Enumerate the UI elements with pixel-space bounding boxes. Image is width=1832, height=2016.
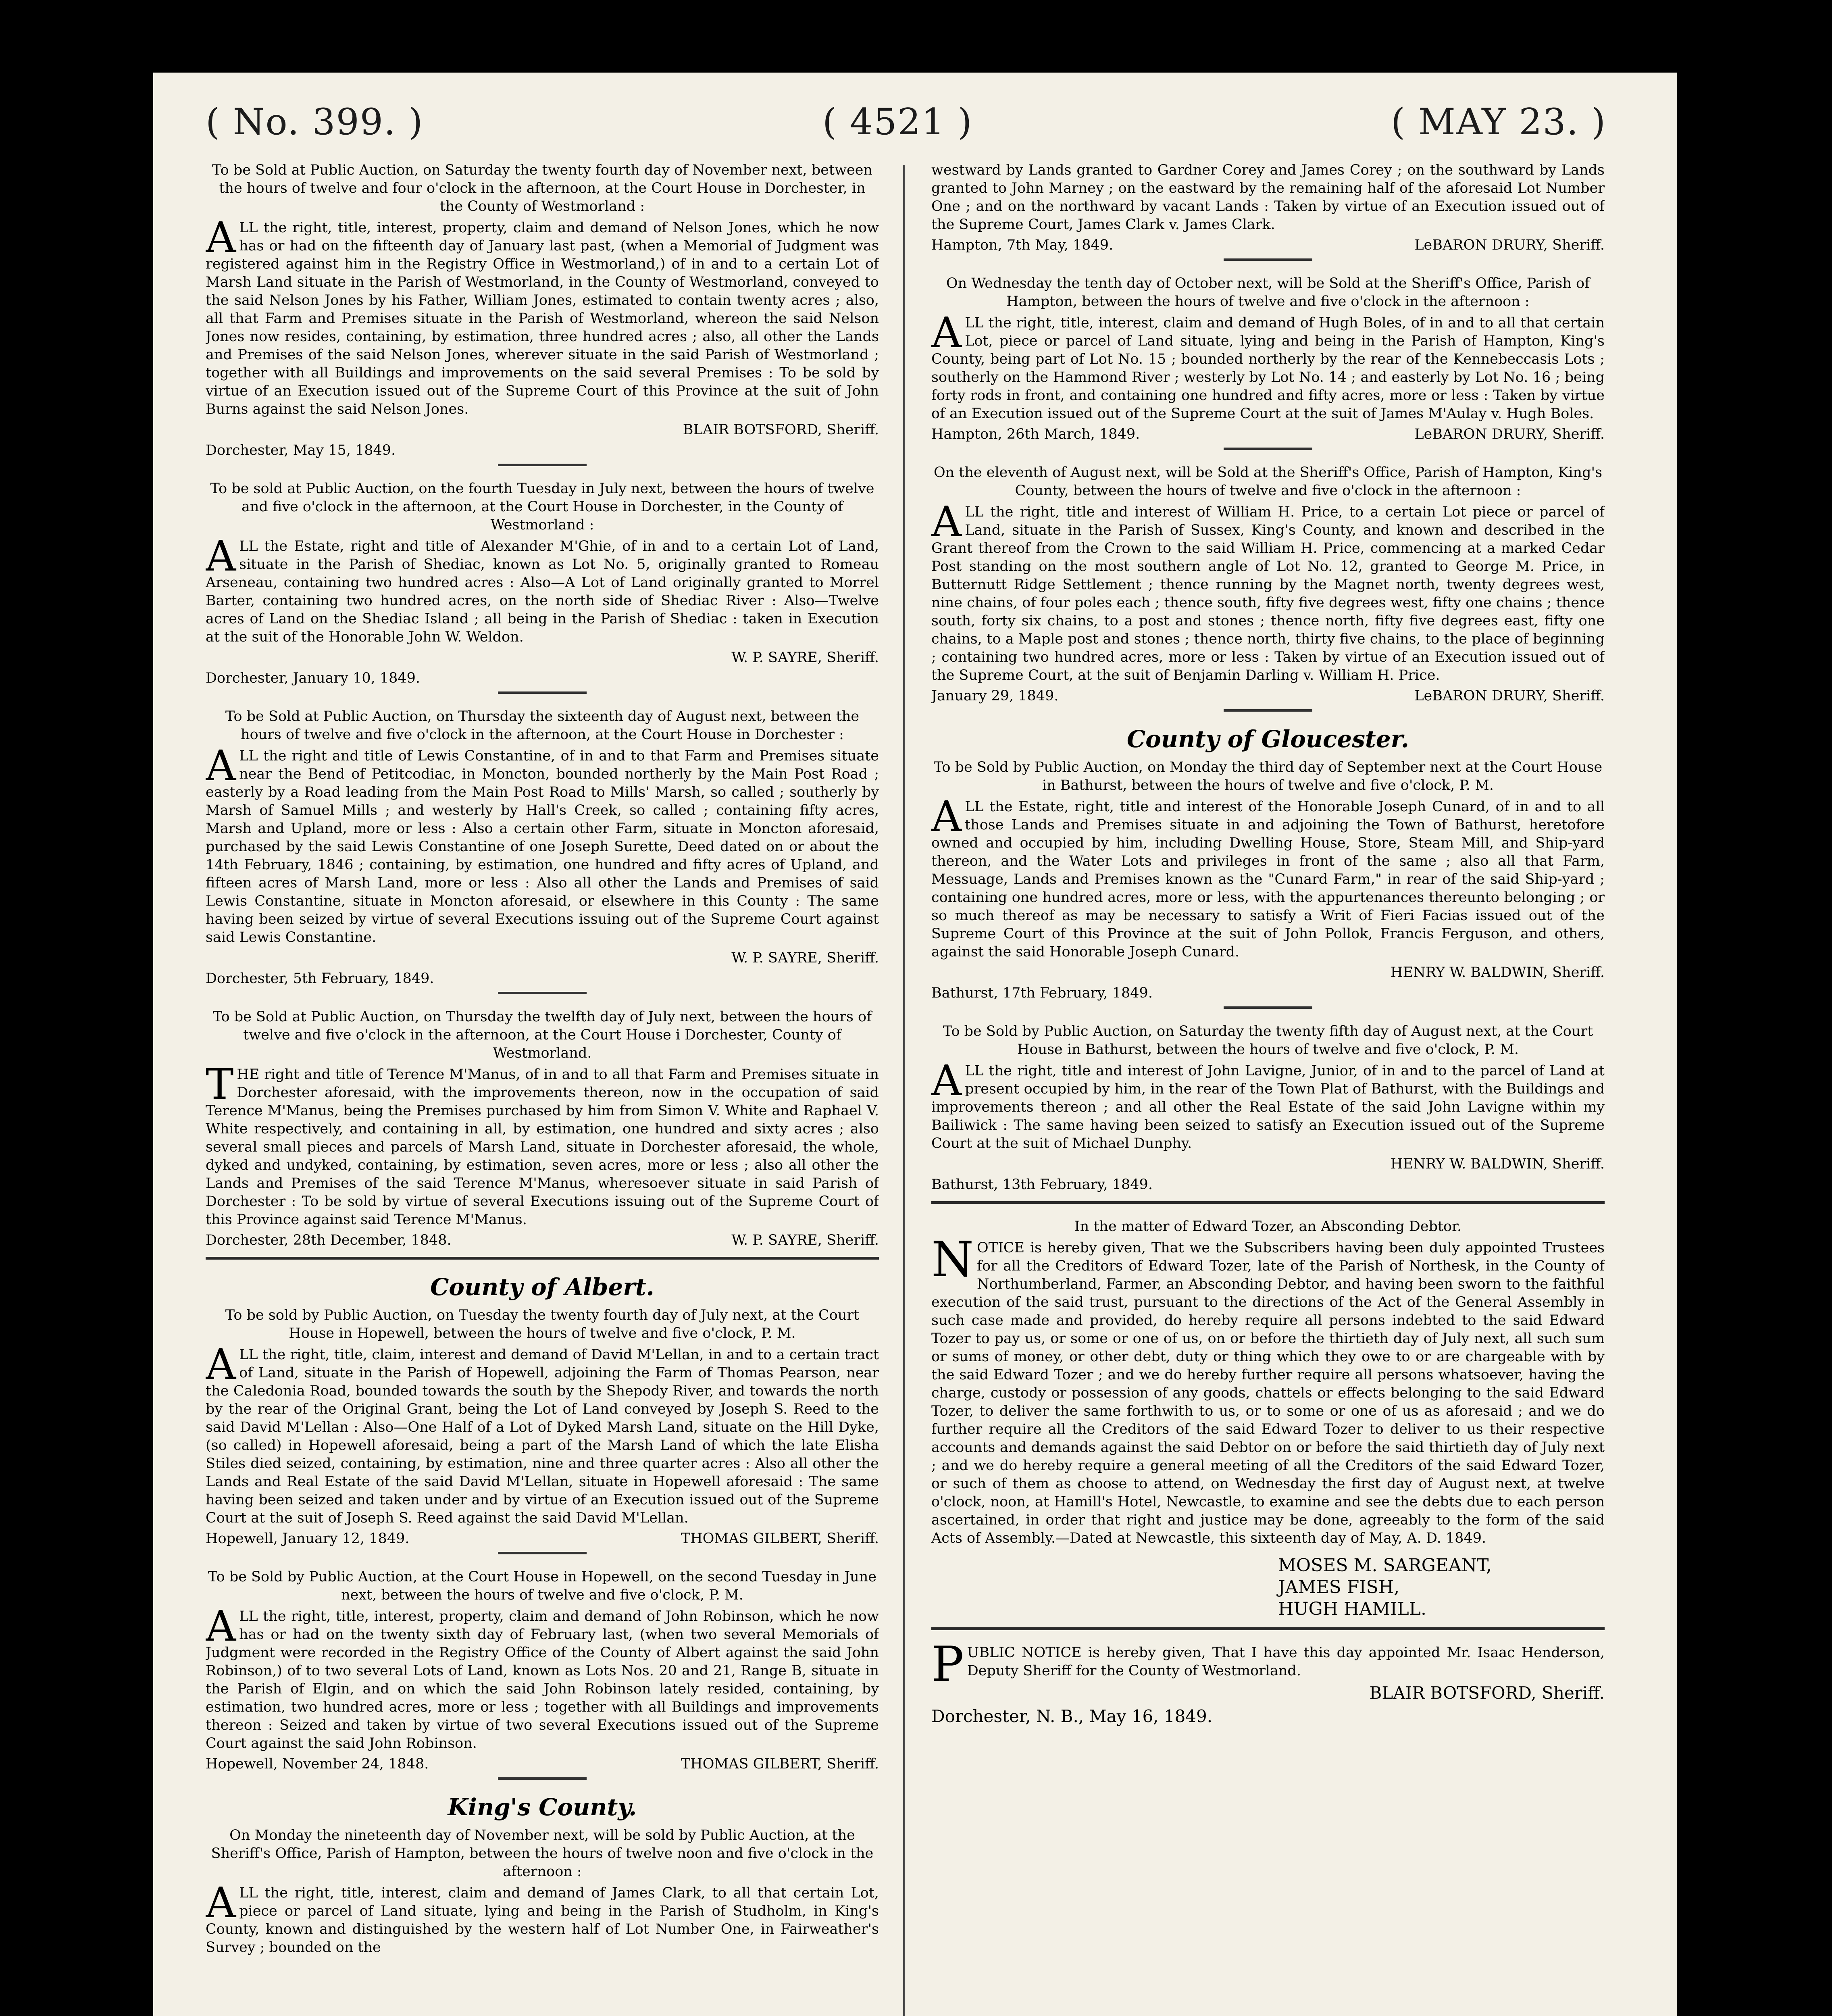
drop-cap: T xyxy=(206,1060,234,1109)
divider xyxy=(498,992,587,994)
notice-date: January 29, 1849. xyxy=(931,688,1059,704)
right-column xyxy=(931,161,1605,2016)
sheriff-signature: THOMAS GILBERT, Sheriff. xyxy=(681,1756,879,1772)
section-rule xyxy=(931,1201,1605,1204)
notice-body: westward by Lands granted to Gardner Corey and James Corey ; on the southward by Lands granted to John Marney ; on the eastward by the remaining half of the aforesaid Lot Number One ; and on the northward by vacant Lands : Taken by virtue of an Execution issued out of the Supreme Court, James Clark v. James Clark. xyxy=(931,162,1605,233)
notice-john-robinson xyxy=(206,1568,879,1780)
notice-date: Hampton, 26th March, 1849. xyxy=(931,426,1140,442)
notice-nelson-jones xyxy=(206,161,879,466)
notice-intro: To be Sold at Public Auction, on Thursday the twelfth day of July next, between the hours of twelve and five o'clock in the afternoon, at the Court House i Dorchester, County of Westmorland. xyxy=(212,1009,872,1061)
notice-intro: To be Sold at Public Auction, on Thursday the sixteenth day of August next, between the hours of twelve and five o'clock in the afternoon, at the Court House in Dorchester : xyxy=(225,708,860,743)
divider xyxy=(498,464,587,466)
notice-james-clark-continued xyxy=(931,161,1605,261)
divider xyxy=(498,1552,587,1554)
drop-cap: A xyxy=(206,1340,236,1389)
divider xyxy=(1224,258,1312,261)
sheriff-signature: HENRY W. BALDWIN, Sheriff. xyxy=(1391,1156,1605,1172)
divider xyxy=(498,691,587,694)
notice-date: Hopewell, January 12, 1849. xyxy=(206,1531,410,1547)
sheriff-signature: HENRY W. BALDWIN, Sheriff. xyxy=(1391,964,1605,981)
notice-body: LL the right, title and interest of John Lavigne, Junior, of in and to the parcel of Land at present occupied by him, in the rear of the Town Plat of Bathurst, with the Buildings and improvements thereon ; and all other the Real Estate of the said John Lavigne within my Bailiwick : The same having been seized to satisfy an Execution issued out of the Supreme Court at the suit of Michael Dunphy. xyxy=(931,1063,1605,1152)
drop-cap: A xyxy=(931,308,962,357)
notice-date: Dorchester, 5th February, 1849. xyxy=(206,971,434,987)
notice-body: LL the right, title, claim, interest and demand of David M'Lellan, in and to a certain tract of Land, situate in the Parish of Hopewell, adjoining the Farm of Thomas Pearson, near the Caledonia Road, bounded towards the south by the Shepody River, and towards the north by the rear of the Original Grant, being the Lot of Land conveyed by Joseph S. Reed to the said David M'Lellan : Also—One Half of a Lot of Dyked Marsh Land, situate on the Hill Dyke, (so called) in Hopewell aforesaid, being a part of the Marsh Land of which the late Elisha Stiles died seized, containing, by estimation, nine and three quarter acres : Also all other the Lands and Real Estate of the said David M'Lellan, situate in Hopewell aforesaid : The same having been seized and taken under and by virtue of an Execution issued out of the Supreme Court at the suit of Joseph S. Reed against the said David M'Lellan. xyxy=(206,1347,879,1526)
signer: HUGH HAMILL. xyxy=(1278,1599,1426,1619)
notice-title: In the matter of Edward Tozer, an Absconding Debtor. xyxy=(1074,1218,1462,1235)
notice-deputy-sheriff xyxy=(931,1637,1605,1727)
notice-body: LL the Estate, right and title of Alexander M'Ghie, of in and to a certain Lot of Land, situate in the Parish of Shediac, known as Lot No. 5, originally granted to Romeau Arseneau, containing two hundred acres : Also—A Lot of Land originally granted to Morrel Barter, containing two hundred acres, on the north side of Shediac River : Also—Twelve acres of Land on the Shediac Island ; all being in the Parish of Shediac : taken in Execution at the suit of the Honorable John W. Weldon. xyxy=(206,538,879,645)
drop-cap: A xyxy=(931,1056,962,1105)
notice-david-mlellan xyxy=(206,1306,879,1554)
notice-edward-tozer xyxy=(931,1218,1605,1630)
notice-hugh-boles xyxy=(931,275,1605,450)
notice-intro: To be Sold at Public Auction, on Saturday the twenty fourth day of November next, between the hours of twelve and four o'clock in the afternoon, at the Court House in Dorchester, in the County of Westmorland : xyxy=(212,162,872,215)
section-rule xyxy=(206,1257,879,1260)
sheriff-signature: LeBARON DRURY, Sheriff. xyxy=(1414,237,1605,253)
notice-james-clark xyxy=(206,1826,879,1957)
sheriff-signature: LeBARON DRURY, Sheriff. xyxy=(1414,426,1605,442)
column-divider xyxy=(903,165,905,2016)
notice-body: LL the right, title, interest, property, claim and demand of Nelson Jones, which he now has or had on the fifteenth day of January last past, (when a Memorial of Judgment was registered against him in the Registry Office in Westmorland,) of in and to a certain Lot of Marsh Land situate in the Parish of Westmorland, in the County of Westmorland, conveyed to the said Nelson Jones by his Father, William Jones, estimated to contain twenty acres ; also, all that Farm and Premises situate in the Parish of Westmorland, whereon the said Nelson Jones now resides, containing, by estimation, three hundred acres ; also, all other the Lands and Premises of the said Nelson Jones, wherever situate in the said Parish of Westmorland ; together with all Buildings and improvements on the said several Premises : To be sold by virtue of an Execution issued out of the Supreme Court of this Province at the suit of John Burns against the said Nelson Jones. xyxy=(206,220,879,417)
drop-cap: A xyxy=(931,497,962,546)
county-heading-albert: County of Albert. xyxy=(430,1273,654,1301)
divider xyxy=(1224,448,1312,450)
notice-date: Dorchester, May 15, 1849. xyxy=(206,442,396,458)
notice-lewis-constantine xyxy=(206,708,879,994)
notice-date: Bathurst, 13th February, 1849. xyxy=(931,1177,1153,1193)
notice-date: Hopewell, November 24, 1848. xyxy=(206,1756,429,1772)
sheriff-signature: LeBARON DRURY, Sheriff. xyxy=(1414,688,1605,704)
drop-cap: A xyxy=(931,792,962,841)
drop-cap: N xyxy=(931,1232,974,1288)
drop-cap: A xyxy=(206,1602,236,1651)
sheriff-signature: BLAIR BOTSFORD, Sheriff. xyxy=(683,422,879,438)
divider xyxy=(498,1777,587,1780)
notice-body: LL the right, title and interest of William H. Price, to a certain Lot piece or parcel of Land, situate in the Parish of Sussex, King's County, and known and described in the Grant thereof from the Crown to the said William H. Price, commencing at a marked Cedar Post standing on the most southern angle of Lot No. 12, granted to George M. Price, in Butternutt Ridge Settlement ; thence running by the Magnet north, twenty degrees west, nine chains, of four poles each ; thence south, fifty five degrees west, fifty one chains ; thence south, forty six chains, to a post and stones ; thence north, fifty five degrees east, fifty one chains, to a Maple post and stones ; thence north, thirty five chains, to the place of beginning ; containing two hundred acres, more or less : Taken by virtue of an Execution issued out of the Supreme Court, at the suit of Benjamin Darling v. William H. Price. xyxy=(931,504,1605,683)
notice-intro: To be Sold by Public Auction, on Saturday the twenty fifth day of August next, at the Court House in Bathurst, between the hours of twelve and five o'clock, P. M. xyxy=(943,1023,1593,1058)
drop-cap: A xyxy=(206,531,236,581)
notice-date: Dorchester, N. B., May 16, 1849. xyxy=(931,1706,1213,1726)
page-number: ( 4521 ) xyxy=(822,101,973,143)
sheriff-signature: W. P. SAYRE, Sheriff. xyxy=(731,1232,879,1248)
notice-date: Dorchester, 28th December, 1848. xyxy=(206,1232,452,1248)
notice-body: LL the right, title, interest, claim and demand of James Clark, to all that certain Lot, piece or parcel of Land situate, lying and being in the Parish of Studholm, in King's County, known and distinguished by the western half of Lot Number One, in Fairweather's Survey ; bounded on the xyxy=(206,1885,879,1956)
notice-intro: To be Sold by Public Auction, at the Court House in Hopewell, on the second Tuesday in June next, between the hours of twelve and five o'clock, P. M. xyxy=(208,1569,876,1603)
notice-intro: On the eleventh of August next, will be Sold at the Sheriff's Office, Parish of Hampton, King's County, between the hours of twelve and five o'clock in the afternoon : xyxy=(933,464,1603,499)
issue-number: ( No. 399. ) xyxy=(206,101,424,143)
county-heading-kings: King's County. xyxy=(448,1793,637,1821)
notice-date: Hampton, 7th May, 1849. xyxy=(931,237,1114,253)
signer: JAMES FISH, xyxy=(1278,1577,1400,1597)
notice-body: LL the right, title, interest, property, claim and demand of John Robinson, which he now has or had on the twenty sixth day of February last, (when two several Memorials of Judgment were recorded in the Registry Office of the County of Albert against the said John Robinson,) of to two several Lots of Land, known as Lots Nos. 20 and 21, Range B, situate in the Parish of Elgin, and on which the said John Robinson lately resided, containing, by estimation, two hundred acres, more or less ; together with all Buildings and improvements thereon : Seized and taken by virtue of two several Executions issued out of the Supreme Court against the said John Robinson. xyxy=(206,1608,879,1752)
sheriff-signature: W. P. SAYRE, Sheriff. xyxy=(731,950,879,966)
left-column xyxy=(206,161,879,2016)
notice-body: UBLIC NOTICE is hereby given, That I have this day appointed Mr. Isaac Henderson, Deputy Sheriff for the County of Westmorland. xyxy=(967,1645,1605,1679)
notice-terence-mmanus xyxy=(206,1008,879,1260)
drop-cap: A xyxy=(206,1878,236,1927)
notice-intro: To be sold by Public Auction, on Tuesday the twenty fourth day of July next, at the Court House in Hopewell, between the hours of twelve and five o'clock, P. M. xyxy=(225,1307,860,1341)
drop-cap: P xyxy=(931,1637,964,1693)
notice-body: LL the right, title, interest, claim and demand of Hugh Boles, of in and to all that certain Lot, piece or parcel of Land situate, lying and being in the Parish of Hampton, King's County, being part of Lot No. 15 ; bounded northerly by the rear of the Kennebeccasis Lots ; southerly on the Hammond River ; westerly by Lot No. 14 ; and easterly by Lot No. 16 ; being forty rods in front, and containing one hundred and fifty acres, more or less : Taken by virtue of an Execution issued out of the Supreme Court at the suit of James M'Aulay v. Hugh Boles. xyxy=(931,315,1605,422)
notice-intro: On Monday the nineteenth day of November next, will be sold by Public Auction, at the Sheriff's Office, Parish of Hampton, between the hours of twelve noon and five o'clock in the afternoon : xyxy=(211,1827,874,1880)
section-rule xyxy=(931,1627,1605,1630)
sheriff-signature: THOMAS GILBERT, Sheriff. xyxy=(681,1531,879,1547)
divider xyxy=(1224,709,1312,712)
notice-intro: On Wednesday the tenth day of October next, will be Sold at the Sheriff's Office, Parish of Hampton, between the hours of twelve and five o'clock in the afternoon : xyxy=(946,275,1590,310)
notice-date: Bathurst, 17th February, 1849. xyxy=(931,985,1153,1001)
trustee-signatures xyxy=(1278,1555,1605,1620)
drop-cap: A xyxy=(206,741,236,790)
notice-body: HE right and title of Terence M'Manus, of in and to all that Farm and Premises situate in Dorchester aforesaid, with the improvements thereon, now in the occupation of said Terence M'Manus, being the Premises purchased by him from Simon V. White and Raphael V. White respectively, and containing in all, by estimation, one hundred and sixty acres ; also several small pieces and parcels of Marsh Land, situate in Dorchester aforesaid, the whole, dyked and undyked, containing, by estimation, seven acres, more or less ; also all other the Lands and Premises of the said Terence M'Manus, wheresoever situate in said Parish of Dorchester : To be sold by virtue of several Executions issuing out of the Supreme Court of this Province against said Terence M'Manus. xyxy=(206,1066,879,1228)
notice-william-price xyxy=(931,464,1605,712)
issue-date: ( MAY 23. ) xyxy=(1391,101,1607,143)
notice-intro: To be sold at Public Auction, on the fourth Tuesday in July next, between the hours of twelve and five o'clock in the afternoon, at the Court House in Dorchester, in the County of Westmorland : xyxy=(210,481,874,533)
notice-intro: To be Sold by Public Auction, on Monday the third day of September next at the Court House in Bathurst, between the hours of twelve and five o'clock, P. M. xyxy=(933,759,1603,793)
sheriff-signature: BLAIR BOTSFORD, Sheriff. xyxy=(1369,1683,1605,1703)
notice-john-lavigne xyxy=(931,1023,1605,1204)
gazette-page xyxy=(153,73,1677,2016)
notice-body: OTICE is hereby given, That we the Subscribers having been duly appointed Trustees for all the Creditors of Edward Tozer, late of the Parish of Northesk, in the County of Northumberland, Farmer, an Absconding Debtor, and having been sworn to the faithful execution of the said trust, pursuant to the directions of the Act of the General Assembly in such case made and provided, do hereby require all persons indebted to the said Edward Tozer to pay us, or some or one of us, on or before the thirtieth day of July next, all such sum or sums of money, or other debt, duty or thing which they owe to or are chargeable with by the said Edward Tozer ; and we do hereby further require all persons whatsoever, having the charge, custody or possession of any goods, chattels or effects belonging to the said Edward Tozer, to deliver the same forthwith to us, or to some or one of us as aforesaid ; and we do further require all the Creditors of the said Edward Tozer to deliver to us their respective accounts and demands against the said Debtor on or before the said thirtieth day of July next ; and we do hereby require a general meeting of all the Creditors of the said Edward Tozer, or such of them as choose to attend, on Wednesday the first day of August next, at twelve o'clock, noon, at Hamill's Hotel, Newcastle, to examine and see the debts due to each person ascertained, in order that right and justice may be done, agreeably to the form of the said Acts of Assembly.—Dated at Newcastle, this sixteenth day of May, A. D. 1849. xyxy=(931,1240,1605,1546)
signer: MOSES M. SARGEANT, xyxy=(1278,1555,1492,1576)
notice-date: Dorchester, January 10, 1849. xyxy=(206,670,421,686)
drop-cap: A xyxy=(206,213,236,262)
notice-alexander-mghie xyxy=(206,480,879,694)
notice-joseph-cunard xyxy=(931,758,1605,1009)
notice-body: LL the Estate, right, title and interest of the Honorable Joseph Cunard, of in and to all those Lands and Premises situate in and adjoining the Town of Bathurst, heretofore owned and occupied by him, including Dwelling House, Store, Steam Mill, and Ship-yard thereon, and the Water Lots and privileges in front of the same ; also all that Farm, Messuage, Lands and Premises known as the "Cunard Farm," in rear of the said Ship-yard ; containing one hundred acres, more or less, with the appurtenances thereunto belonging ; or so much thereof as may be necessary to satisfy a Writ of Fieri Facias issued out of the Supreme Court of this Province at the suit of John Pollok, Francis Ferguson, and others, against the said Honorable Joseph Cunard. xyxy=(931,799,1605,960)
county-heading-gloucester: County of Gloucester. xyxy=(1126,725,1409,753)
notice-body: LL the right and title of Lewis Constantine, of in and to that Farm and Premises situate near the Bend of Petitcodiac, in Moncton, bounded northerly by the Main Post Road ; easterly by a Road leading from the Main Post Road to Mills' Marsh, so called ; southerly by Marsh of Samuel Mills ; and westerly by Hall's Creek, so called ; containing fifty acres, Marsh and Upland, more or less : Also a certain other Farm, situate in Moncton aforesaid, purchased by the said Lewis Constantine of one Joseph Surette, Deed dated on or about the 14th February, 1846 ; containing, by estimation, one hundred and fifty acres of Upland, and fifteen acres of Marsh Land, more or less : Also all other the Lands and Premises of said Lewis Constantine, situate in Moncton aforesaid, or elsewhere in this County : The same having been seized by virtue of several Executions issuing out of the Supreme Court against said Lewis Constantine. xyxy=(206,748,879,946)
sheriff-signature: W. P. SAYRE, Sheriff. xyxy=(731,650,879,666)
divider xyxy=(1224,1006,1312,1009)
